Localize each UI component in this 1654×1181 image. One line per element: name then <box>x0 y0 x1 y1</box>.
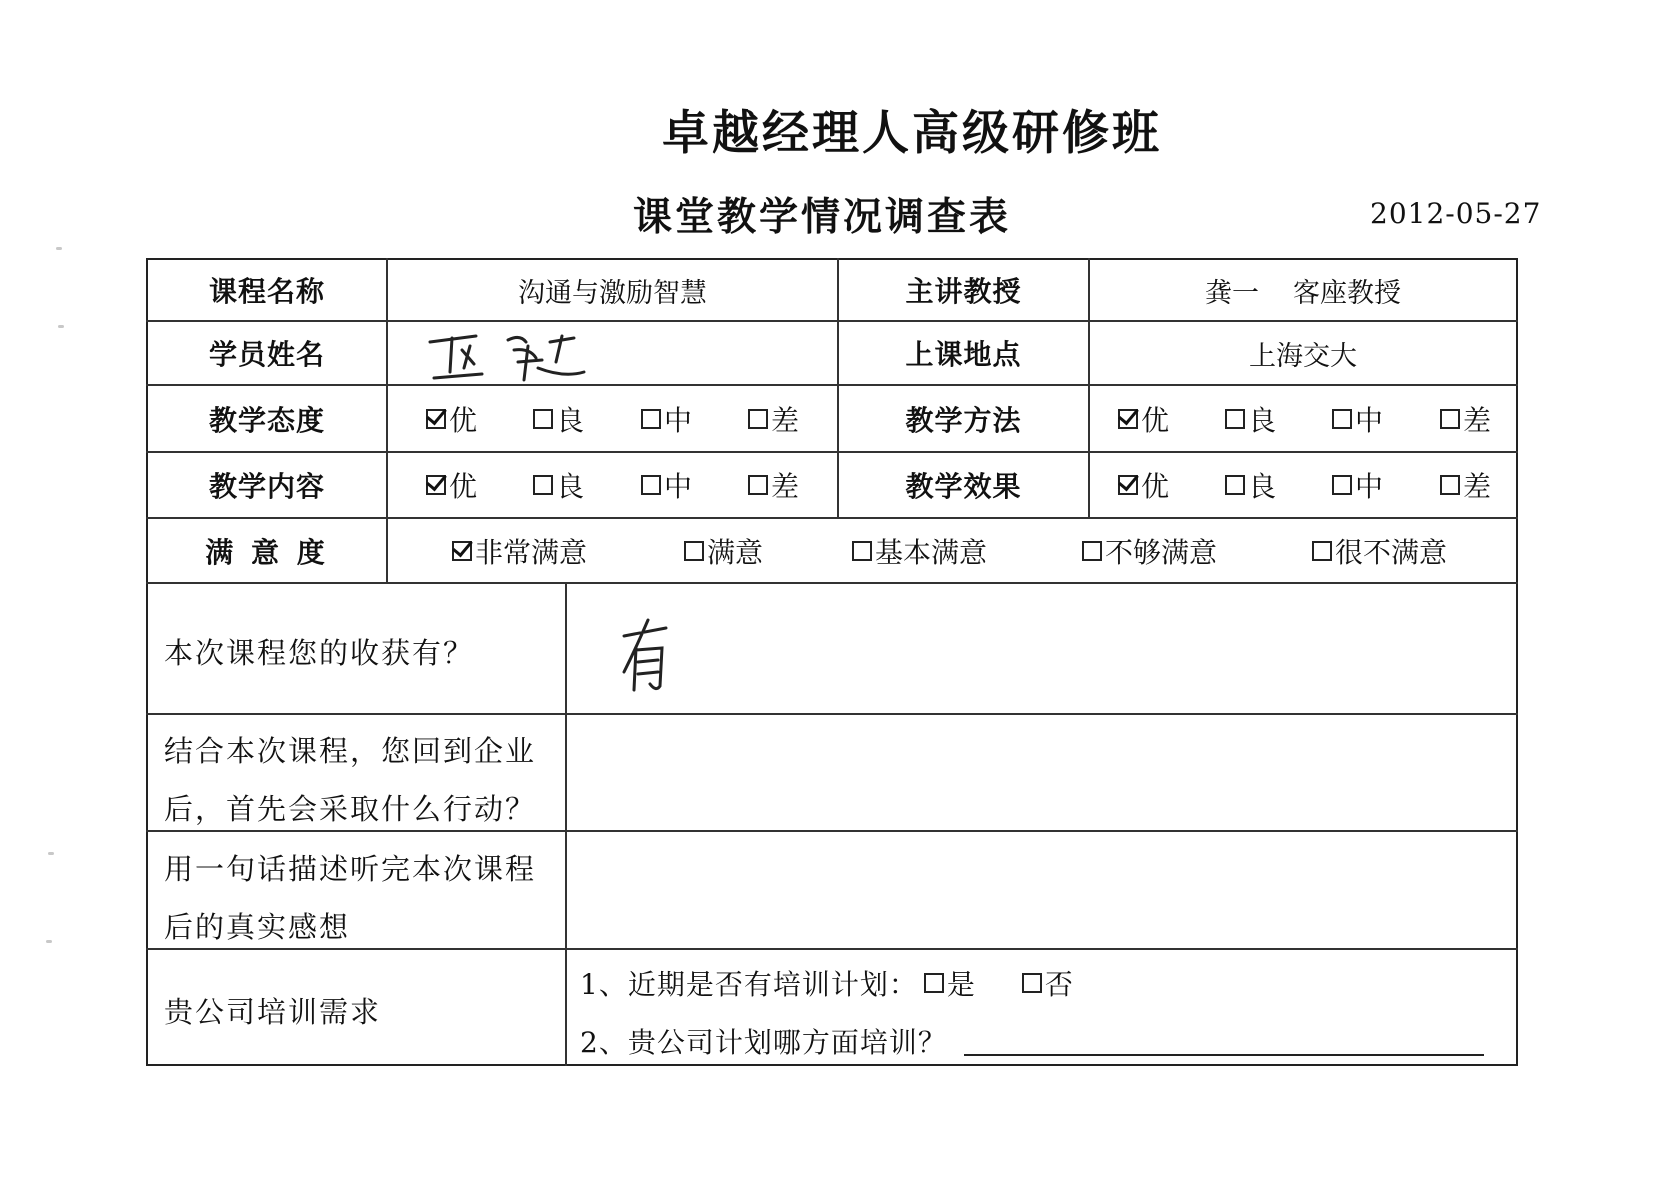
training-area-question: 2、贵公司计划哪方面培训？ <box>580 1026 947 1059</box>
question-feeling <box>164 840 536 956</box>
checkbox-checked[interactable] <box>1118 475 1138 495</box>
checkbox[interactable] <box>1312 541 1332 561</box>
question-feeling-line1: 用一句话描述听完本次课程 <box>164 852 537 886</box>
checkbox[interactable] <box>1022 973 1042 993</box>
effect-option-fair[interactable]: 中 <box>1332 453 1383 517</box>
question-gains: 本次课程您的收获有？ <box>164 636 475 670</box>
satisfaction-option-very-dissatisfied[interactable]: 很不满意 <box>1312 519 1447 582</box>
lecturer-label: 主讲教授 <box>905 275 1022 308</box>
checkbox-checked[interactable] <box>426 409 446 429</box>
effect-option-poor[interactable]: 差 <box>1440 453 1491 517</box>
location-value[interactable]: 上海交大 <box>1249 340 1357 372</box>
content-option-poor[interactable]: 差 <box>748 453 799 517</box>
training-plan-text: 1、近期是否有培训计划： <box>580 968 918 1001</box>
checkbox[interactable] <box>1082 541 1102 561</box>
satisfaction-option-very[interactable]: 非常满意 <box>452 519 587 582</box>
checkbox[interactable] <box>924 973 944 993</box>
method-option-poor[interactable]: 差 <box>1440 386 1491 451</box>
content-option-excellent[interactable]: 优 <box>426 453 477 517</box>
checkbox-checked[interactable] <box>452 541 472 561</box>
checkbox[interactable] <box>748 409 768 429</box>
satisfaction-label: 满 意 度 <box>205 535 329 569</box>
question-actions-line1: 结合本次课程，您回到企业 <box>164 734 537 768</box>
checkbox[interactable] <box>1225 409 1245 429</box>
effect-option-good[interactable]: 良 <box>1225 453 1276 517</box>
scan-speck <box>58 325 64 328</box>
attitude-option-good[interactable]: 良 <box>533 386 584 451</box>
checkbox[interactable] <box>1332 475 1352 495</box>
training-plan-no[interactable]: 否 <box>1022 963 1074 1003</box>
training-plan-yes[interactable]: 是 <box>924 963 976 1003</box>
question-training-needs: 贵公司培训需求 <box>164 995 382 1029</box>
student-name-signature[interactable] <box>424 328 594 384</box>
question-actions-line2: 后，首先会采取什么行动？ <box>164 792 537 826</box>
checkbox[interactable] <box>1440 409 1460 429</box>
form-title: 卓越经理人高级研修班 <box>662 106 1162 161</box>
answer-feeling[interactable] <box>567 832 1516 948</box>
method-option-good[interactable]: 良 <box>1225 386 1276 451</box>
checkbox[interactable] <box>852 541 872 561</box>
question-feeling-line2: 后的真实感想 <box>164 910 351 944</box>
checkbox[interactable] <box>748 475 768 495</box>
content-option-good[interactable]: 良 <box>533 453 584 517</box>
checkbox-checked[interactable] <box>426 475 446 495</box>
method-option-fair[interactable]: 中 <box>1332 386 1383 451</box>
checkbox-checked[interactable] <box>1118 409 1138 429</box>
attitude-option-fair[interactable]: 中 <box>641 386 692 451</box>
satisfaction-option-satisfied[interactable]: 满意 <box>684 519 763 582</box>
row-divider <box>146 582 1518 584</box>
content-option-fair[interactable]: 中 <box>641 453 692 517</box>
attitude-label: 教学态度 <box>208 403 325 437</box>
checkbox[interactable] <box>641 409 661 429</box>
checkbox[interactable] <box>1332 409 1352 429</box>
location-label: 上课地点 <box>905 338 1022 371</box>
scan-speck <box>56 247 62 250</box>
effect-label: 教学效果 <box>905 470 1022 503</box>
handwritten-answer <box>618 618 678 698</box>
attitude-option-excellent[interactable]: 优 <box>426 386 477 451</box>
satisfaction-option-basic[interactable]: 基本满意 <box>852 519 987 582</box>
lecturer-name: 龚一 <box>1205 277 1259 309</box>
satisfaction-option-insufficient[interactable]: 不够满意 <box>1082 519 1217 582</box>
lecturer-title: 客座教授 <box>1293 277 1401 309</box>
method-label: 教学方法 <box>905 403 1022 437</box>
answer-actions[interactable] <box>567 715 1516 830</box>
scan-speck <box>48 852 54 855</box>
student-name-label: 学员姓名 <box>208 338 325 371</box>
training-area-input[interactable] <box>964 1054 1484 1056</box>
training-plan-question <box>580 958 1074 1008</box>
checkbox[interactable] <box>641 475 661 495</box>
course-name-value[interactable]: 沟通与激励智慧 <box>518 277 707 309</box>
effect-option-excellent[interactable]: 优 <box>1118 453 1169 517</box>
form-date: 2012-05-27 <box>1370 197 1542 230</box>
checkbox[interactable] <box>1440 475 1460 495</box>
method-option-excellent[interactable]: 优 <box>1118 386 1169 451</box>
signature-handwriting <box>424 328 594 384</box>
checkbox[interactable] <box>533 409 553 429</box>
attitude-option-poor[interactable]: 差 <box>748 386 799 451</box>
checkbox[interactable] <box>684 541 704 561</box>
course-name-label: 课程名称 <box>208 275 325 308</box>
form-subtitle: 课堂教学情况调查表 <box>632 195 1011 240</box>
answer-gains[interactable] <box>618 618 678 698</box>
lecturer-value[interactable] <box>1090 260 1516 320</box>
checkbox[interactable] <box>533 475 553 495</box>
checkbox[interactable] <box>1225 475 1245 495</box>
scan-speck <box>46 940 52 943</box>
question-actions <box>164 722 536 838</box>
content-label: 教学内容 <box>208 470 325 503</box>
